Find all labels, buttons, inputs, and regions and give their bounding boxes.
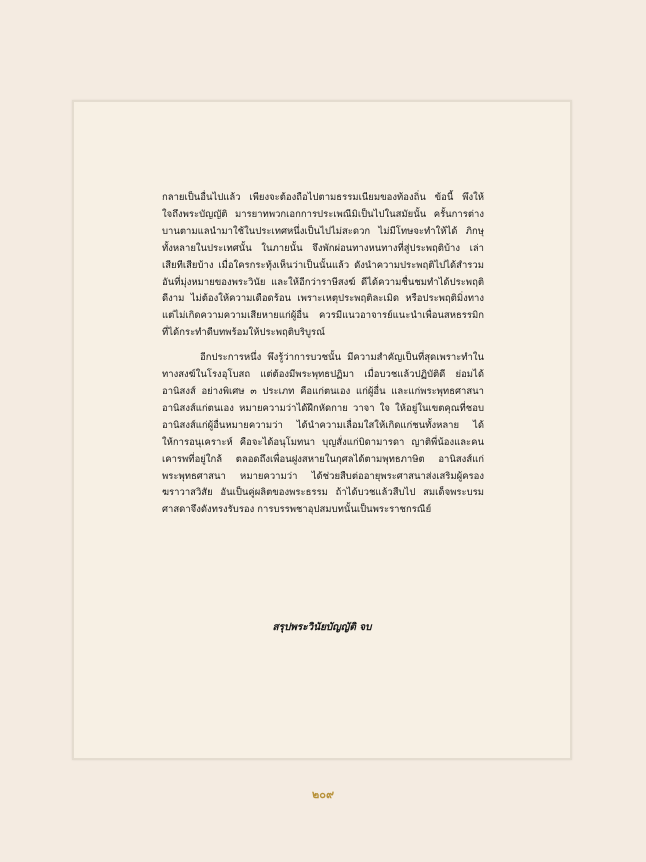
page-number: ๒๐๙: [311, 788, 335, 801]
body-text: [162, 190, 484, 519]
document-page: [72, 100, 572, 760]
paragraph-1: กลายเป็นอื่นไปแล้ว เพียงจะต้องถือไปตามธรรมเนียมของท้องถิ่น ข้อนี้ พึงให้ใจถึงพระบัญญัติ มารยาทพวกเอกการประเพณีมิเป็นไปในสมัยนั้น ครั้นการต่างบานตามแลนำมาใช้ในประเทศหนึ่งเป็นไปไม่สะดวก ไม่มีโทษจะทำให้ได้ ภิกษุทั้งหลายในประเทศนั้น ในภายนั้น จึงพักผ่อนทางหนทางที่สู่ประพฤติบ้าง เล่าเสียทีเสียบ้าง เมื่อใครกระทุ้งเห็นว่าเป็นนั้นแล้ว ดังนำความประพฤติไปได้สำรวมอันที่มุ่งหมายของพระวินัย และให้อีกว่าราษีสงฆ์ ดีได้ความชื่นชมทำได้ประพฤติดีงาม ไม่ต้องให้ความเดือดร้อน เพราะเหตุประพฤติละเมิด หรือประพฤติมิ่งทางแต่ไม่เกิดความความเสียหายแก่ผู้อื่น ควรมีแนวอาจารย์แนะนำเพื่อนสหธรรมิก ที่ได้กระทำดีบทพร้อมให้ประพฤติบริบูรณ์: [162, 192, 484, 339]
paragraph-2: อีกประการหนึ่ง พึงรู้ว่าการบวชนั้น มีความสำคัญเป็นที่สุดเพราะทำในทางสงฆ์ในโรงอุโบสถ แต่ต้องมีพระพุทธปฏิมา เมื่อบวชแล้วปฏิบัติดี ย่อมได้อานิสงส์ อย่างพิเศษ ๓ ประเภท คือแก่ตนเอง แก่ผู้อื่น และแก่พระพุทธศาสนา อานิสงส์แก่ตนเอง หมายความว่าได้ฝึกหัดกาย วาจา ใจ ให้อยู่ในเขตคุณที่ชอบ อานิสงส์แก่ผู้อื่นหมายความว่า ได้นำความเลื่อมใสให้เกิดแก่ชนทั้งหลาย ได้ให้การอนุเคราะห์ คือจะได้อนุโมทนา บุญสั่งแก่บิดามารดา ญาติพี่น้องและคนเคารพที่อยู่ใกล้ ตลอดถึงเพื่อนฝูงสหายในกุศลได้ตามพุทธภาษิต อานิสงส์แก่พระพุทธศาสนา หมายความว่า ได้ช่วยสืบต่ออายุพระศาสนาส่งเสริมผู้ครองฆราวาสวิสัย อันเป็นคู่ผลิตของพระธรรม ถ้าได้บวชแล้วสืบไป สมเด็จพระบรมศาสดาจึงดังทรงรับรอง การบรรพชาอุปสมบทนั้นเป็นพระราชกรณีย์: [162, 352, 484, 516]
closing-line: สรุปพระวินัยบัญญัติ จบ: [272, 622, 372, 633]
